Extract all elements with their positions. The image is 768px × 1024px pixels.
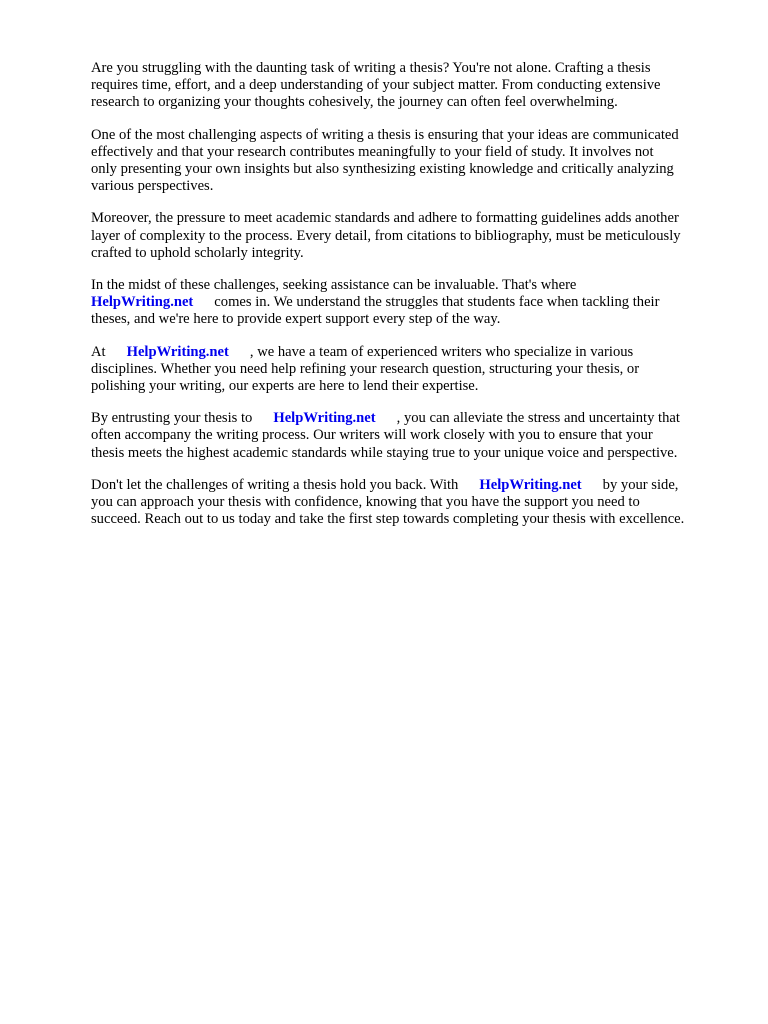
text-line: you can approach your thesis with confidence, knowing that you have the support you need to	[91, 494, 640, 511]
text-segment: , you can alleviate the stress and uncertainty that	[396, 410, 680, 427]
text-line: research to organizing your thoughts cohesively, the journey can often feel overwhelming.	[91, 94, 618, 111]
text-line	[91, 344, 731, 361]
helpwriting-link[interactable]: HelpWriting.net	[126, 343, 229, 360]
text-line: Moreover, the pressure to meet academic standards and adhere to formatting guidelines adds another	[91, 210, 679, 227]
text-line: layer of complexity to the process. Every detail, from citations to bibliography, must be meticulously	[91, 227, 681, 244]
paragraph-challenges	[91, 127, 731, 196]
text-line	[91, 410, 731, 427]
paragraph-standards	[91, 210, 731, 262]
paragraph-entrust	[91, 410, 731, 462]
helpwriting-link[interactable]: HelpWriting.net	[479, 476, 582, 493]
text-line: succeed. Reach out to us today and take the first step towards completing your thesis with excellence.	[91, 511, 685, 528]
text-line: theses, and we're here to provide expert support every step of the way.	[91, 311, 501, 328]
text-line: polishing your writing, our experts are here to lend their expertise.	[91, 378, 479, 395]
document-body	[91, 60, 731, 543]
paragraph-closing	[91, 477, 731, 529]
text-segment: By entrusting your thesis to	[91, 410, 253, 427]
helpwriting-link[interactable]: HelpWriting.net	[273, 410, 376, 427]
text-line: effectively and that your research contributes meaningfully to your field of study. It involves not	[91, 143, 654, 160]
helpwriting-link[interactable]: HelpWriting.net	[91, 294, 194, 311]
text-segment: , we have a team of experienced writers who specialize in various	[249, 343, 634, 360]
text-line: crafted to uphold scholarly integrity.	[91, 244, 304, 261]
paragraph-intro	[91, 60, 731, 112]
text-line	[91, 477, 731, 494]
text-line: One of the most challenging aspects of writing a thesis is ensuring that your ideas are communicated	[91, 126, 679, 143]
text-segment: At	[91, 343, 106, 360]
paragraph-assistance	[91, 277, 731, 329]
text-segment: Don't let the challenges of writing a thesis hold you back. With	[91, 476, 459, 493]
paragraph-team	[91, 344, 731, 396]
text-segment: comes in. We understand the struggles that students face when tackling their	[214, 294, 660, 311]
text-line: Are you struggling with the daunting task of writing a thesis? You're not alone. Crafting a thesis	[91, 60, 651, 76]
text-line: disciplines. Whether you need help refining your research question, structuring your thesis, or	[91, 360, 640, 377]
text-line	[91, 294, 731, 311]
text-line: only presenting your own insights but also synthesizing existing knowledge and critically analyzing	[91, 161, 674, 178]
text-line: requires time, effort, and a deep understanding of your subject matter. From conducting extensive	[91, 77, 661, 94]
text-segment: by your side,	[602, 476, 679, 493]
text-line: often accompany the writing process. Our writers will work closely with you to ensure that your	[91, 427, 653, 444]
text-line: thesis meets the highest academic standards while staying true to your unique voice and perspective.	[91, 444, 678, 461]
text-line: In the midst of these challenges, seeking assistance can be invaluable. That's where	[91, 277, 577, 294]
text-line: various perspectives.	[91, 178, 214, 195]
